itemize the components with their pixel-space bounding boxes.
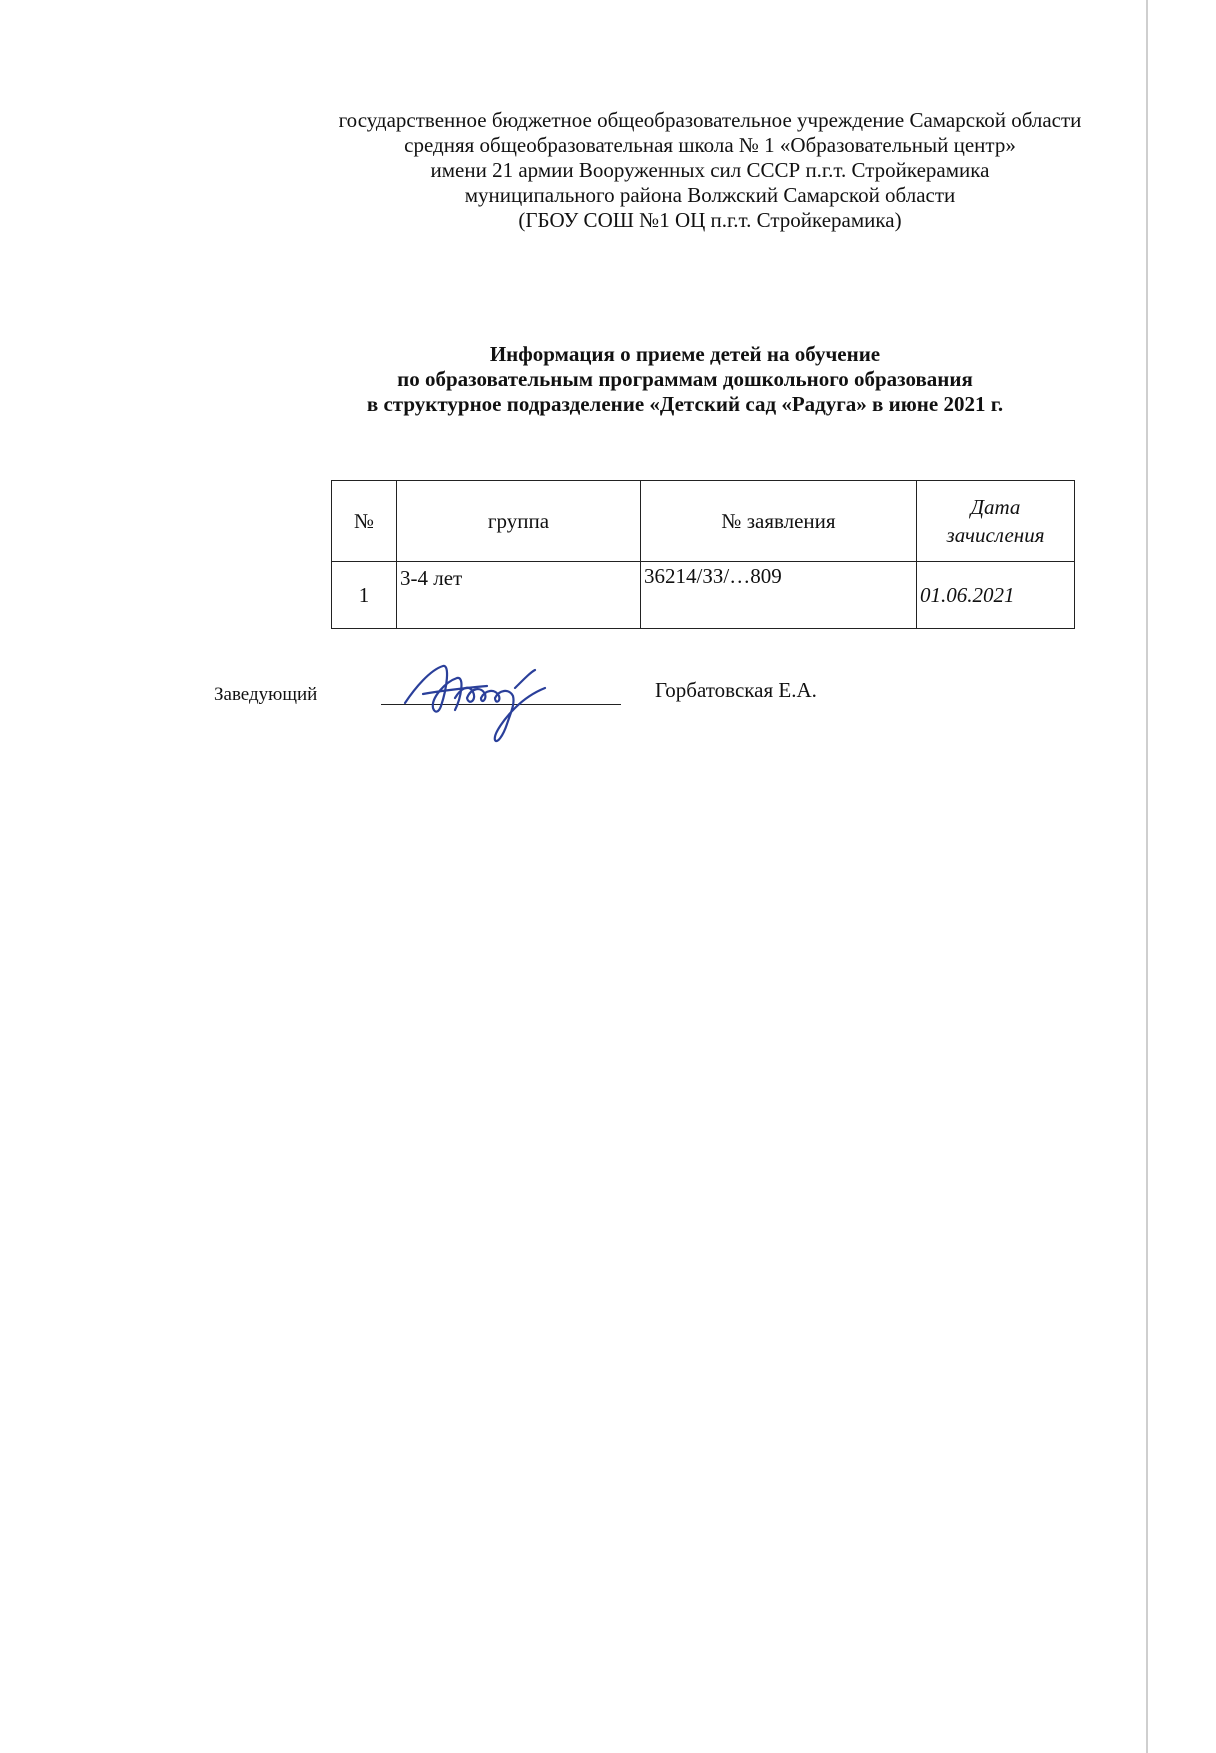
header-line: государственное бюджетное общеобразовательное учреждение Самарской области	[338, 108, 1082, 132]
cell-date: 01.06.2021	[917, 562, 1075, 629]
header-date	[917, 481, 1075, 562]
header-line: средняя общеобразовательная школа № 1 «Образовательный центр»	[404, 133, 1016, 157]
header-number: №	[332, 481, 397, 562]
header-line: муниципального района Волжский Самарской области	[464, 183, 956, 207]
signature-block	[0, 676, 1216, 746]
header-date-line2: зачисления	[946, 523, 1045, 547]
organization-header	[240, 108, 1180, 233]
scan-edge-line	[1146, 0, 1148, 1753]
document-title	[240, 342, 1130, 417]
title-line: в структурное подразделение «Детский сад «Радуга» в июне 2021 г.	[366, 392, 1004, 416]
table-row	[332, 562, 1075, 629]
title-line: по образовательным программам дошкольного образования	[397, 367, 973, 391]
table-header-row	[332, 481, 1075, 562]
header-date-line1: Дата	[970, 495, 1021, 519]
cell-group: 3-4 лет	[397, 562, 641, 629]
header-line: имени 21 армии Вооруженных сил СССР п.г.т. Стройкерамика	[430, 158, 990, 182]
admission-table	[331, 480, 1075, 629]
cell-number: 1	[332, 562, 397, 629]
handwritten-signature	[395, 648, 575, 748]
header-line: (ГБОУ СОШ №1 ОЦ п.г.т. Стройкерамика)	[518, 208, 902, 232]
cell-application: 36214/ЗЗ/…809	[641, 562, 917, 629]
signatory-position: Заведующий	[214, 684, 318, 705]
title-line: Информация о приеме детей на обучение	[489, 342, 881, 366]
header-group: группа	[397, 481, 641, 562]
header-application: № заявления	[641, 481, 917, 562]
signatory-name: Горбатовская Е.А.	[655, 678, 817, 702]
